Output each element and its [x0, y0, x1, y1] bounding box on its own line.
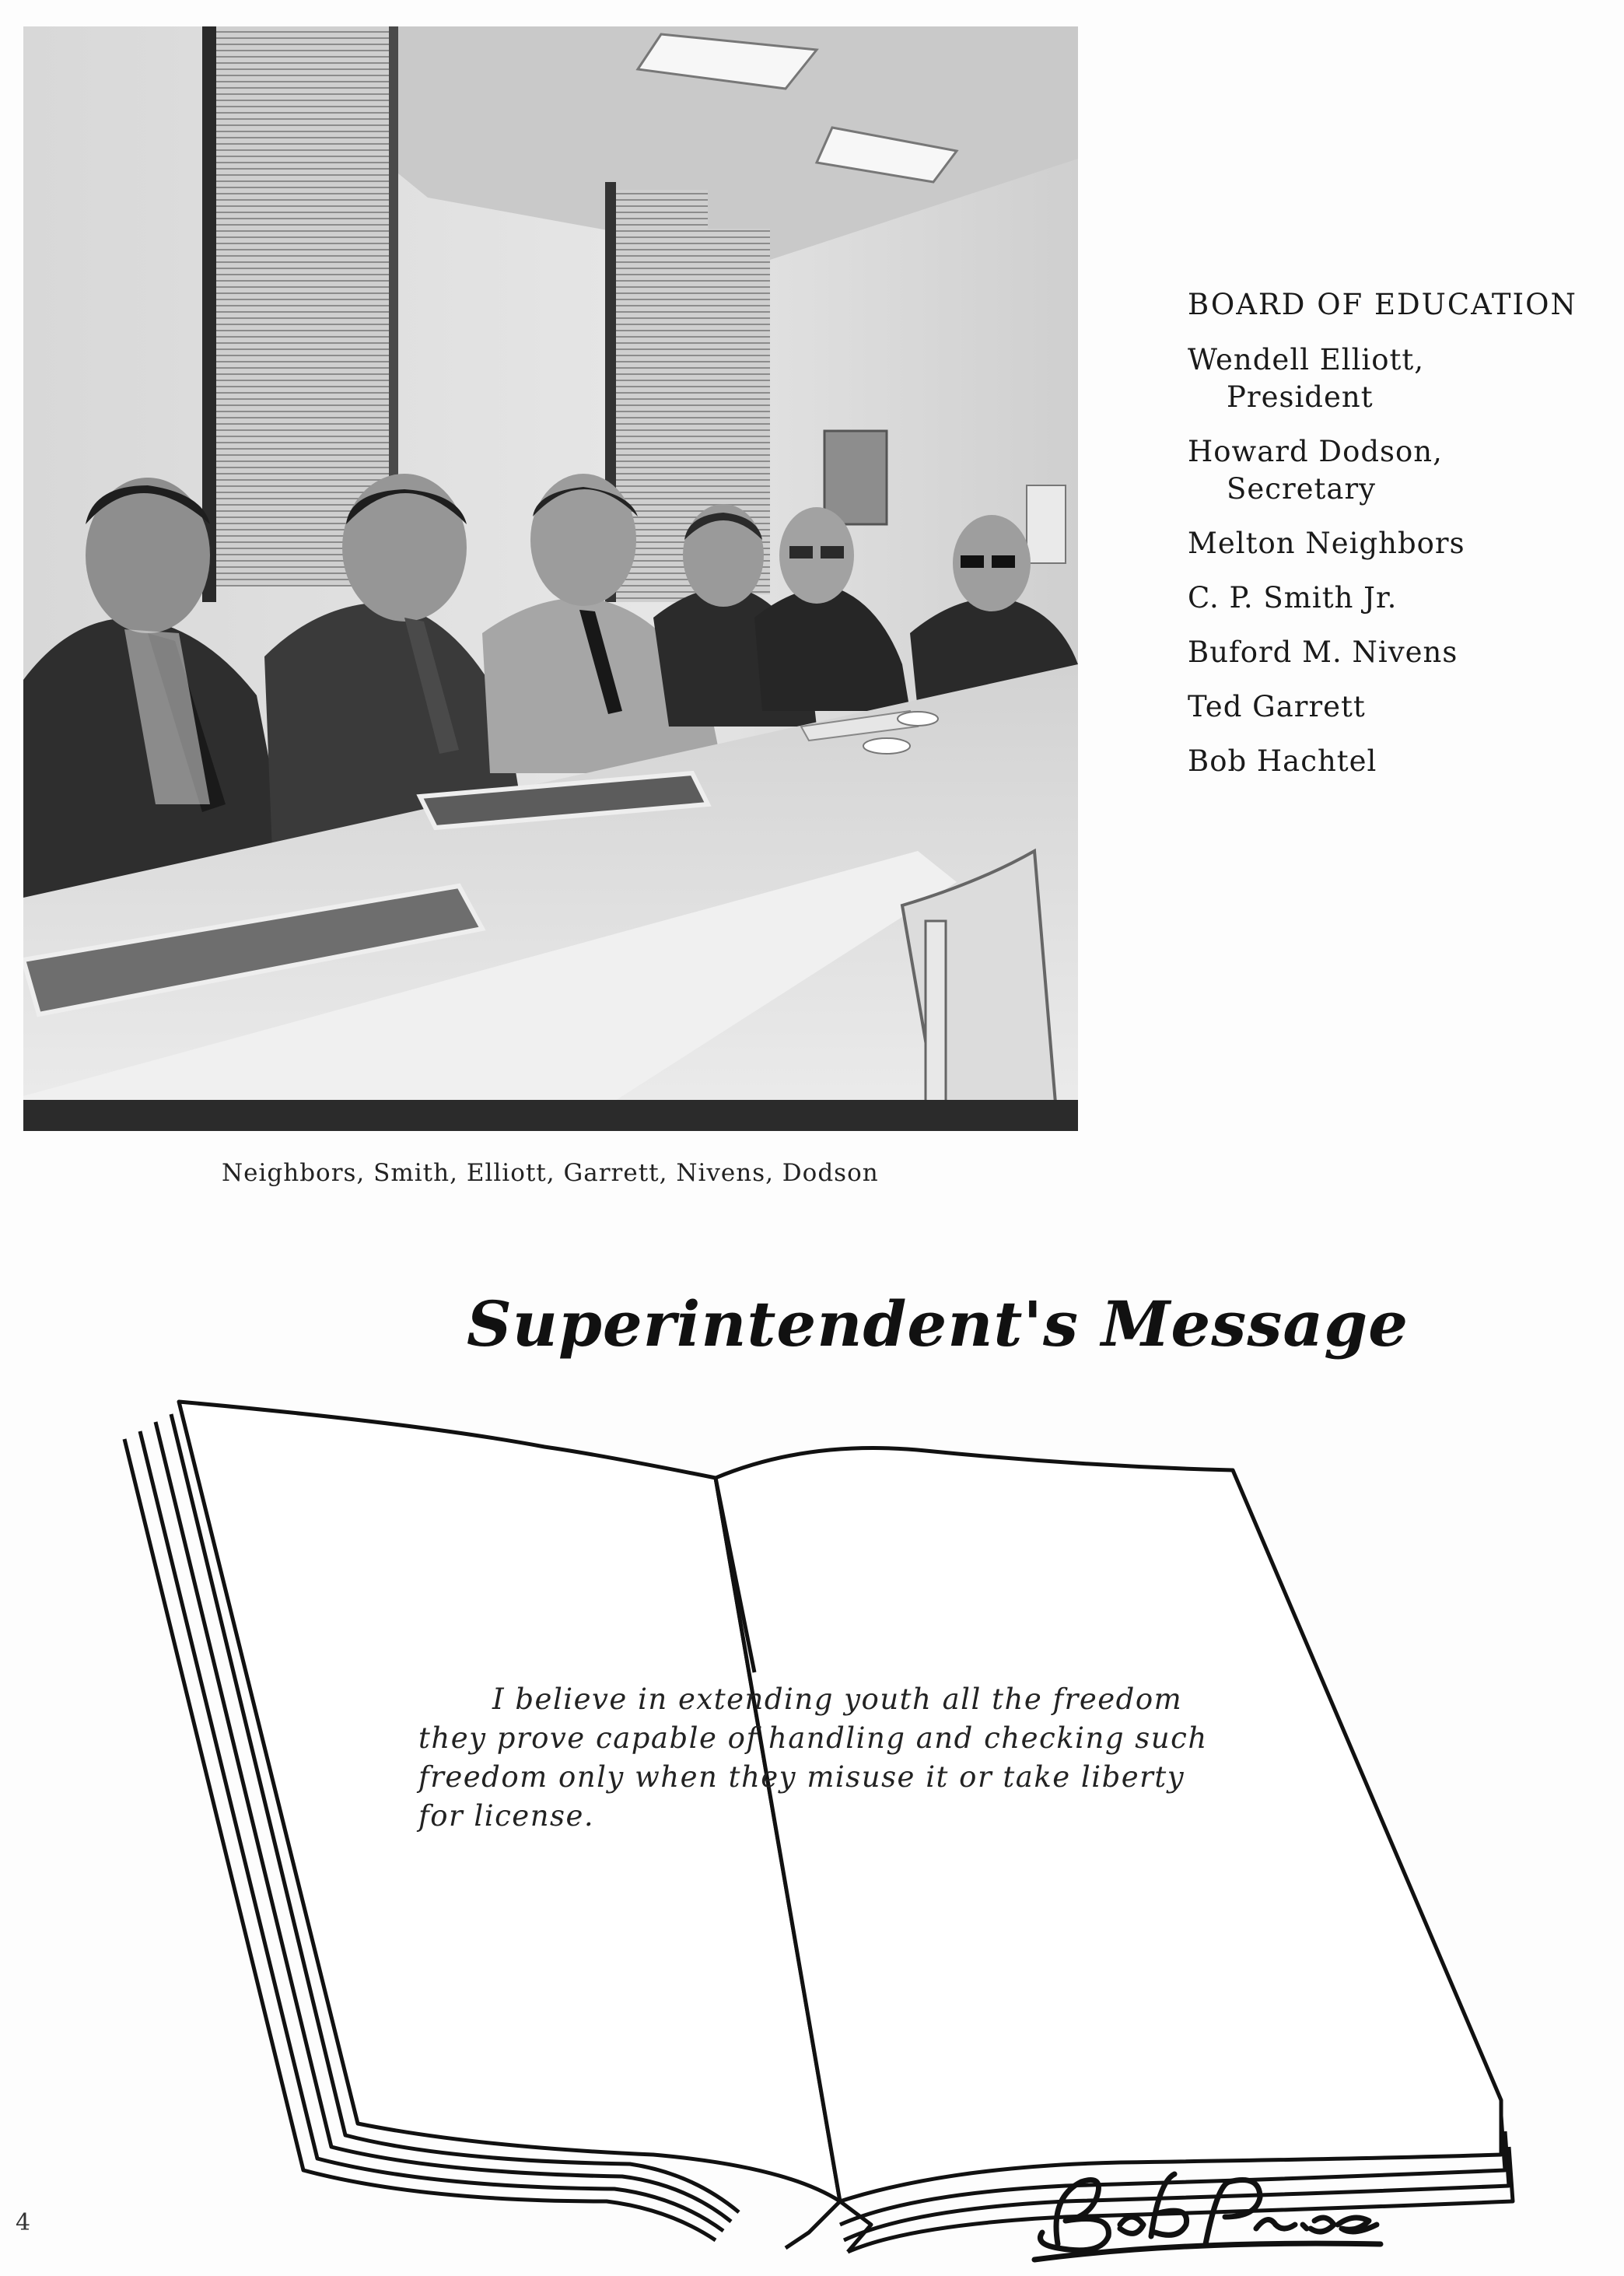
- photo-illustration: [23, 26, 1078, 1131]
- member-item: [1188, 743, 1608, 780]
- member-name: Wendell Elliott,: [1188, 343, 1425, 376]
- member-name: Melton Neighbors: [1188, 527, 1465, 560]
- board-heading: BOARD OF EDUCATION: [1188, 288, 1577, 321]
- member-item: [1188, 634, 1608, 671]
- member-name: Buford M. Nivens: [1188, 636, 1458, 669]
- message-title: Superintendent's Message: [467, 1287, 1409, 1360]
- member-role: President: [1227, 380, 1374, 414]
- member-role: Secretary: [1227, 472, 1377, 506]
- member-name: Howard Dodson,: [1188, 435, 1443, 468]
- board-meeting-photo: [23, 26, 1078, 1131]
- page-number: 4: [16, 2209, 31, 2236]
- superintendent-signature: [1027, 2151, 1384, 2267]
- member-name: C. P. Smith Jr.: [1188, 581, 1398, 615]
- board-list: [1188, 288, 1608, 797]
- member-item: [1188, 341, 1608, 416]
- member-item: [1188, 433, 1608, 508]
- member-name: Bob Hachtel: [1188, 744, 1377, 778]
- member-name: Ted Garrett: [1188, 690, 1366, 723]
- member-item: [1188, 580, 1608, 617]
- member-item: [1188, 688, 1608, 726]
- member-item: [1188, 525, 1608, 562]
- message-text: I believe in extending youth all the freedom they prove capable of handling and checking such freedom only when they misuse it or take liberty for license.: [418, 1682, 1208, 1833]
- photo-caption: Neighbors, Smith, Elliott, Garrett, Nivens, Dodson: [222, 1159, 879, 1187]
